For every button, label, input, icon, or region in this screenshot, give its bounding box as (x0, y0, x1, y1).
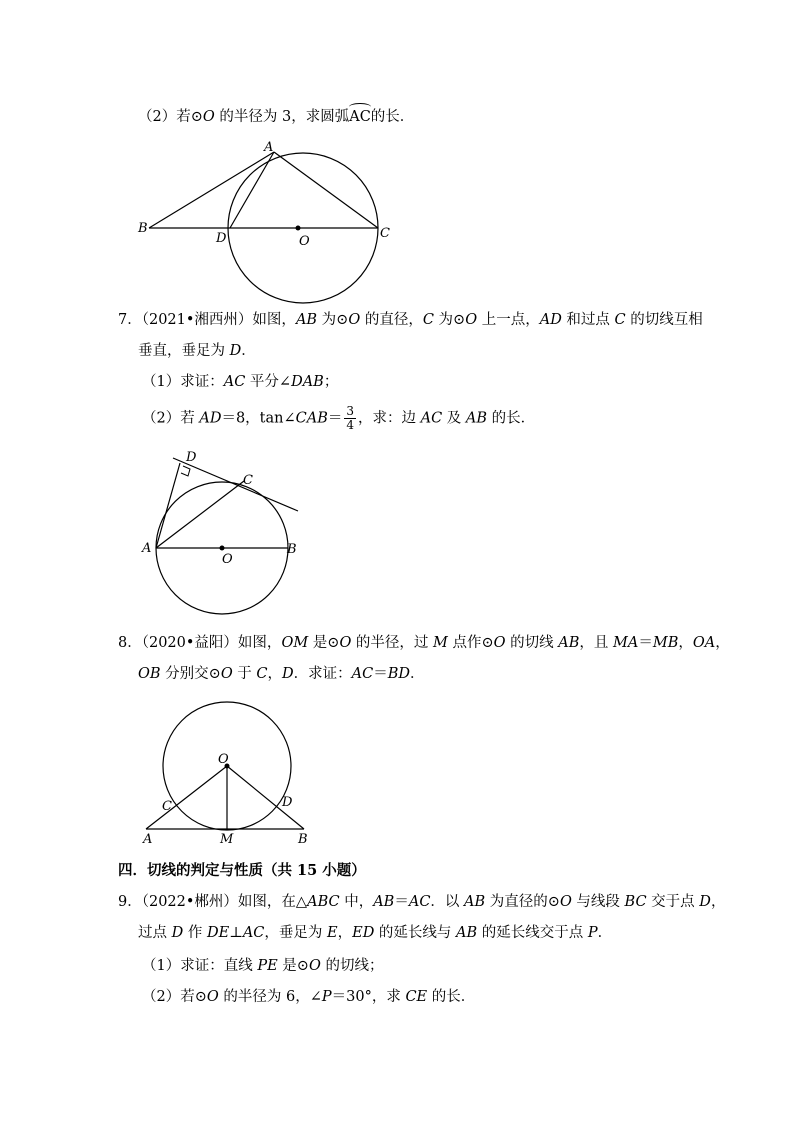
q7-part2: （2）若 AD＝8，tan∠CAB＝ $\frac{3}{4}$ ，求：边 AC 及 AB 的长． (142, 404, 536, 432)
q7-line1: 7．（2021•湘西州）如图，AB 为⊙O 的直径，C 为⊙O 上一点，AD 和过点 C 的切线互相 (118, 312, 703, 328)
q8-line1: 8．（2020•益阳）如图，OM 是⊙O 的半径，过 M 点作⊙O 的切线 AB，且 MA＝MB，OA， (118, 635, 730, 651)
fig6-label-c: C (380, 226, 390, 241)
q7-part1: （1）求证：AC 平分∠DAB； (142, 374, 339, 390)
fig7-label-o: O (222, 552, 233, 567)
fraction-3-4: $\frac{3}{4}$ (346, 404, 355, 432)
fig8-label-b: B (298, 832, 308, 847)
q9-line1: 9．（2022•郴州）如图，在△ABC 中，AB＝AC．以 AB 为直径的⊙O 与线段 BC 交于点 D， (118, 894, 726, 910)
fig7-label-c: C (243, 473, 253, 488)
section-heading: 四．切线的判定与性质（共 15 小题） (118, 862, 366, 879)
fig6-label-o: O (299, 234, 310, 249)
fig7-label-a: A (142, 541, 152, 556)
fig8-label-d: D (282, 795, 293, 810)
q9-part1: （1）求证：直线 PE 是⊙O 的切线； (142, 958, 384, 974)
q8-line2: OB 分别交⊙O 于 C，D．求证：AC＝BD． (138, 666, 425, 682)
fig8-label-a: A (143, 832, 153, 847)
fig6-label-a: A (264, 140, 274, 155)
q9-line2: 过点 D 作 DE⊥AC，垂足为 E，ED 的延长线与 AB 的延长线交于点 P． (138, 925, 613, 941)
fig8-label-m: M (220, 832, 234, 847)
fig6-label-d: D (216, 231, 227, 246)
q6-part2: （2）若⊙O 的半径为 3，求圆弧AC的长． (138, 109, 415, 125)
fig8-label-o: O (218, 752, 229, 767)
fig7-label-d: D (186, 450, 197, 465)
q9-part2: （2）若⊙O 的半径为 6，∠P＝30°，求 CE 的长． (142, 989, 476, 1005)
arc-ac: AC (349, 109, 371, 125)
fig7-label-b: B (287, 542, 297, 557)
fig6-label-b: B (138, 221, 148, 236)
fig8-line-oa (146, 766, 227, 829)
q7-line2: 垂直，垂足为 D． (138, 343, 256, 359)
fig8-label-c: C (162, 799, 172, 814)
fig8-line-ob (227, 766, 304, 829)
